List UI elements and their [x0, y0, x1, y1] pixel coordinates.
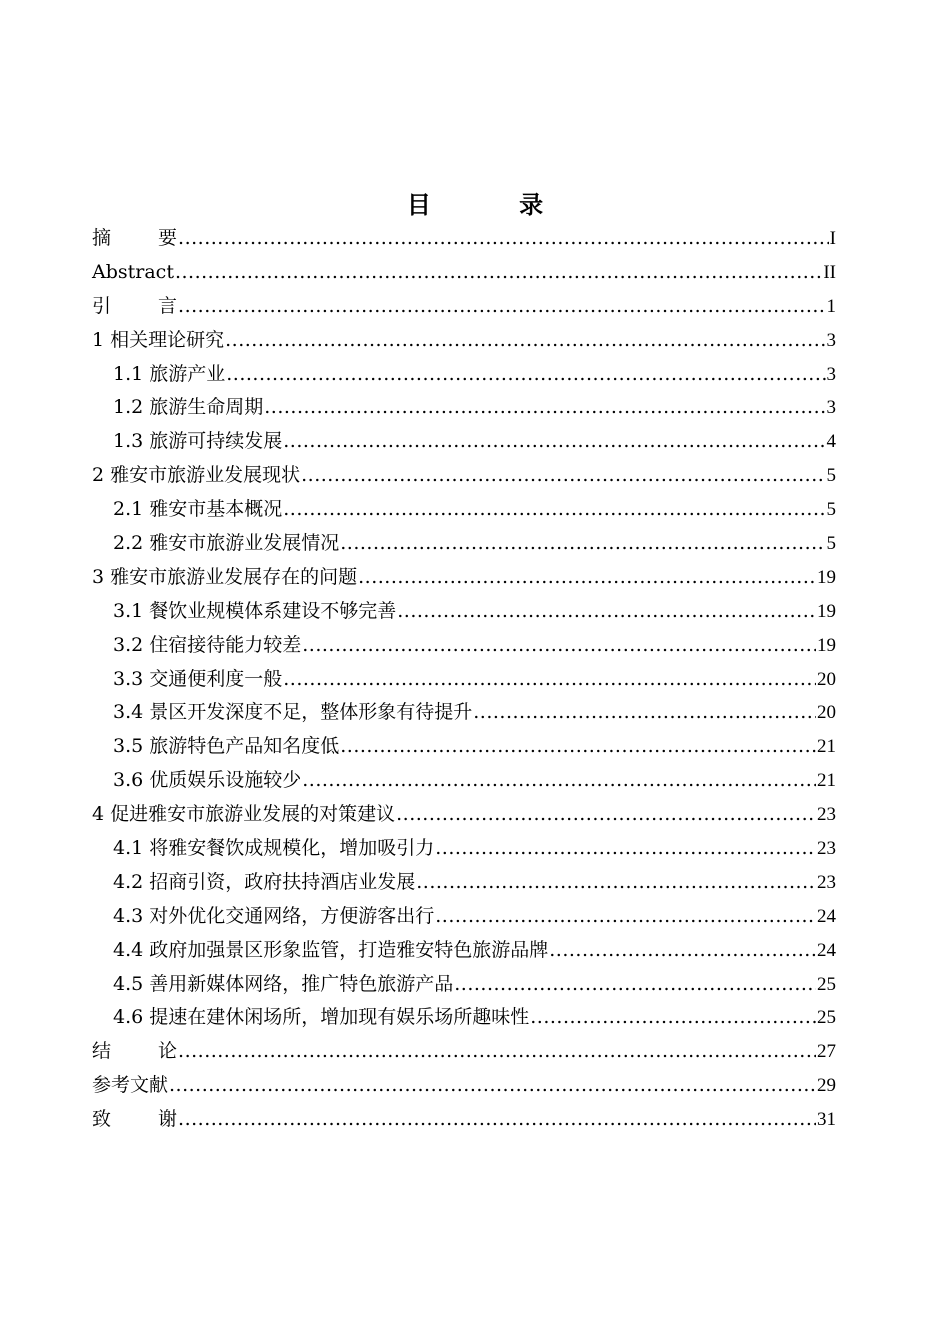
toc-entry-page-number: 31	[817, 1109, 836, 1131]
toc-entry[interactable]	[92, 358, 836, 392]
toc-entry[interactable]	[92, 866, 836, 900]
toc-entry-label: 2.1 雅安市基本概况	[113, 498, 283, 521]
toc-leader-dots	[396, 798, 816, 832]
toc-entry[interactable]	[92, 832, 836, 866]
toc-leader-dots	[549, 934, 816, 968]
toc-entry-label: 4.3 对外优化交通网络，方便游客出行	[113, 904, 435, 927]
toc-leader-dots	[435, 900, 816, 934]
toc-entry[interactable]	[92, 1035, 836, 1069]
toc-entry-page-number: 19	[817, 600, 836, 622]
toc-entry-label: 3.4 景区开发深度不足，整体形象有待提升	[113, 701, 473, 724]
toc-entry-label: 4.6 提速在建休闲场所，增加现有娱乐场所趣味性	[113, 1006, 530, 1029]
toc-entry-label: 3.3 交通便利度一般	[113, 667, 283, 690]
toc-entry-page-number: 27	[817, 1041, 836, 1063]
toc-leader-dots	[178, 1103, 816, 1137]
toc-entry-label: 3.6 优质娱乐设施较少	[113, 769, 302, 792]
toc-entry[interactable]	[92, 527, 836, 561]
toc-entry[interactable]	[92, 425, 836, 459]
toc-entry[interactable]	[92, 391, 836, 425]
toc-entry-label: 3.5 旅游特色产品知名度低	[113, 735, 340, 758]
toc-entry[interactable]	[92, 629, 836, 663]
toc-entry-label: 4.2 招商引资，政府扶持酒店业发展	[113, 870, 416, 893]
toc-entry-page-number: 23	[817, 871, 836, 893]
toc-entry[interactable]	[92, 561, 836, 595]
toc-entry-label: Abstract	[92, 260, 174, 283]
toc-entry-page-number: 3	[826, 329, 836, 351]
toc-entry[interactable]	[92, 934, 836, 968]
toc-entry[interactable]	[92, 764, 836, 798]
toc-entry-page-number: 24	[817, 905, 836, 927]
toc-entry[interactable]	[92, 1069, 836, 1103]
toc-entry-page-number: 20	[817, 668, 836, 690]
toc-leader-dots	[283, 425, 825, 459]
toc-entry-page-number: 29	[817, 1075, 836, 1097]
toc-entry-page-number: 19	[817, 566, 836, 588]
toc-entry[interactable]	[92, 1001, 836, 1035]
toc-leader-dots	[225, 324, 825, 358]
toc-entry[interactable]	[92, 222, 836, 256]
toc-entry-page-number: 21	[817, 770, 836, 792]
toc-leader-dots	[340, 527, 825, 561]
toc-entry-page-number: 5	[826, 499, 836, 521]
toc-entry-label: 3.2 住宿接待能力较差	[113, 633, 302, 656]
toc-leader-dots	[416, 866, 816, 900]
toc-entry-label: 结 论	[92, 1040, 178, 1063]
toc-entry-page-number: 21	[817, 736, 836, 758]
toc-entry[interactable]	[92, 1103, 836, 1137]
toc-entry-page-number: 3	[826, 397, 836, 419]
toc-entry-page-number: 4	[826, 431, 836, 453]
toc-leader-dots	[301, 459, 825, 493]
toc-leader-dots	[226, 358, 825, 392]
toc-entry-page-number: 19	[817, 634, 836, 656]
toc-entry[interactable]	[92, 493, 836, 527]
toc-leader-dots	[530, 1001, 816, 1035]
toc-entry-page-number: 23	[817, 804, 836, 826]
toc-entry-label: 参考文献	[92, 1074, 169, 1097]
toc-leader-dots	[302, 764, 816, 798]
toc-leader-dots	[340, 730, 816, 764]
toc-entry-label: 4.1 将雅安餐饮成规模化，增加吸引力	[113, 837, 435, 860]
toc-entry[interactable]	[92, 968, 836, 1002]
toc-entry-label: 3 雅安市旅游业发展存在的问题	[92, 565, 358, 588]
toc-entry-page-number: 23	[817, 838, 836, 860]
toc-leader-dots	[178, 290, 825, 324]
toc-leader-dots	[264, 391, 825, 425]
toc-entry-page-number: 3	[826, 363, 836, 385]
toc-entry-label: 1.1 旅游产业	[113, 362, 226, 385]
toc-entry[interactable]	[92, 256, 836, 290]
toc-entry-label: 2 雅安市旅游业发展现状	[92, 464, 301, 487]
toc-entry-label: 致 谢	[92, 1108, 178, 1131]
toc-leader-dots	[175, 256, 822, 290]
toc-entry[interactable]	[92, 730, 836, 764]
toc-entry-label: 4 促进雅安市旅游业发展的对策建议	[92, 803, 396, 826]
toc-leader-dots	[454, 968, 816, 1002]
toc-entry-page-number: I	[829, 228, 836, 249]
toc-entry[interactable]	[92, 663, 836, 697]
toc-leader-dots	[397, 595, 816, 629]
toc-leader-dots	[358, 561, 816, 595]
toc-entry-page-number: II	[823, 261, 836, 283]
page-title: 目 录	[406, 191, 584, 219]
toc-entry-label: 摘 要	[92, 227, 178, 249]
toc-leader-dots	[169, 1069, 816, 1103]
toc-entry-label: 3.1 餐饮业规模体系建设不够完善	[113, 599, 397, 622]
toc-entry[interactable]	[92, 324, 836, 358]
toc-entry-label: 1.3 旅游可持续发展	[113, 430, 283, 453]
toc-entry[interactable]	[92, 290, 836, 324]
toc-leader-dots	[435, 832, 816, 866]
toc-entry-page-number: 5	[826, 533, 836, 555]
toc-entry-page-number: 24	[817, 939, 836, 961]
toc-leader-dots	[302, 629, 816, 663]
toc-leader-dots	[178, 1035, 816, 1069]
table-of-contents	[92, 222, 836, 1137]
toc-entry-label: 4.4 政府加强景区形象监管，打造雅安特色旅游品牌	[113, 938, 549, 961]
toc-entry-label: 1 相关理论研究	[92, 328, 225, 351]
toc-entry-page-number: 5	[826, 465, 836, 487]
toc-entry-label: 4.5 善用新媒体网络，推广特色旅游产品	[113, 972, 454, 995]
toc-entry-page-number: 1	[826, 295, 836, 317]
toc-entry-page-number: 20	[817, 702, 836, 724]
toc-entry-page-number: 25	[817, 973, 836, 995]
toc-leader-dots	[473, 696, 816, 730]
toc-entry-page-number: 25	[817, 1007, 836, 1029]
toc-leader-dots	[283, 493, 825, 527]
toc-entry-label: 1.2 旅游生命周期	[113, 396, 264, 419]
toc-leader-dots	[178, 222, 829, 256]
toc-leader-dots	[283, 663, 816, 697]
toc-entry[interactable]	[92, 696, 836, 730]
toc-entry-label: 引 言	[92, 294, 178, 317]
toc-entry-label: 2.2 雅安市旅游业发展情况	[113, 532, 340, 555]
toc-entry[interactable]	[92, 595, 836, 629]
toc-entry[interactable]	[92, 798, 836, 832]
toc-entry[interactable]	[92, 459, 836, 493]
toc-entry[interactable]	[92, 900, 836, 934]
